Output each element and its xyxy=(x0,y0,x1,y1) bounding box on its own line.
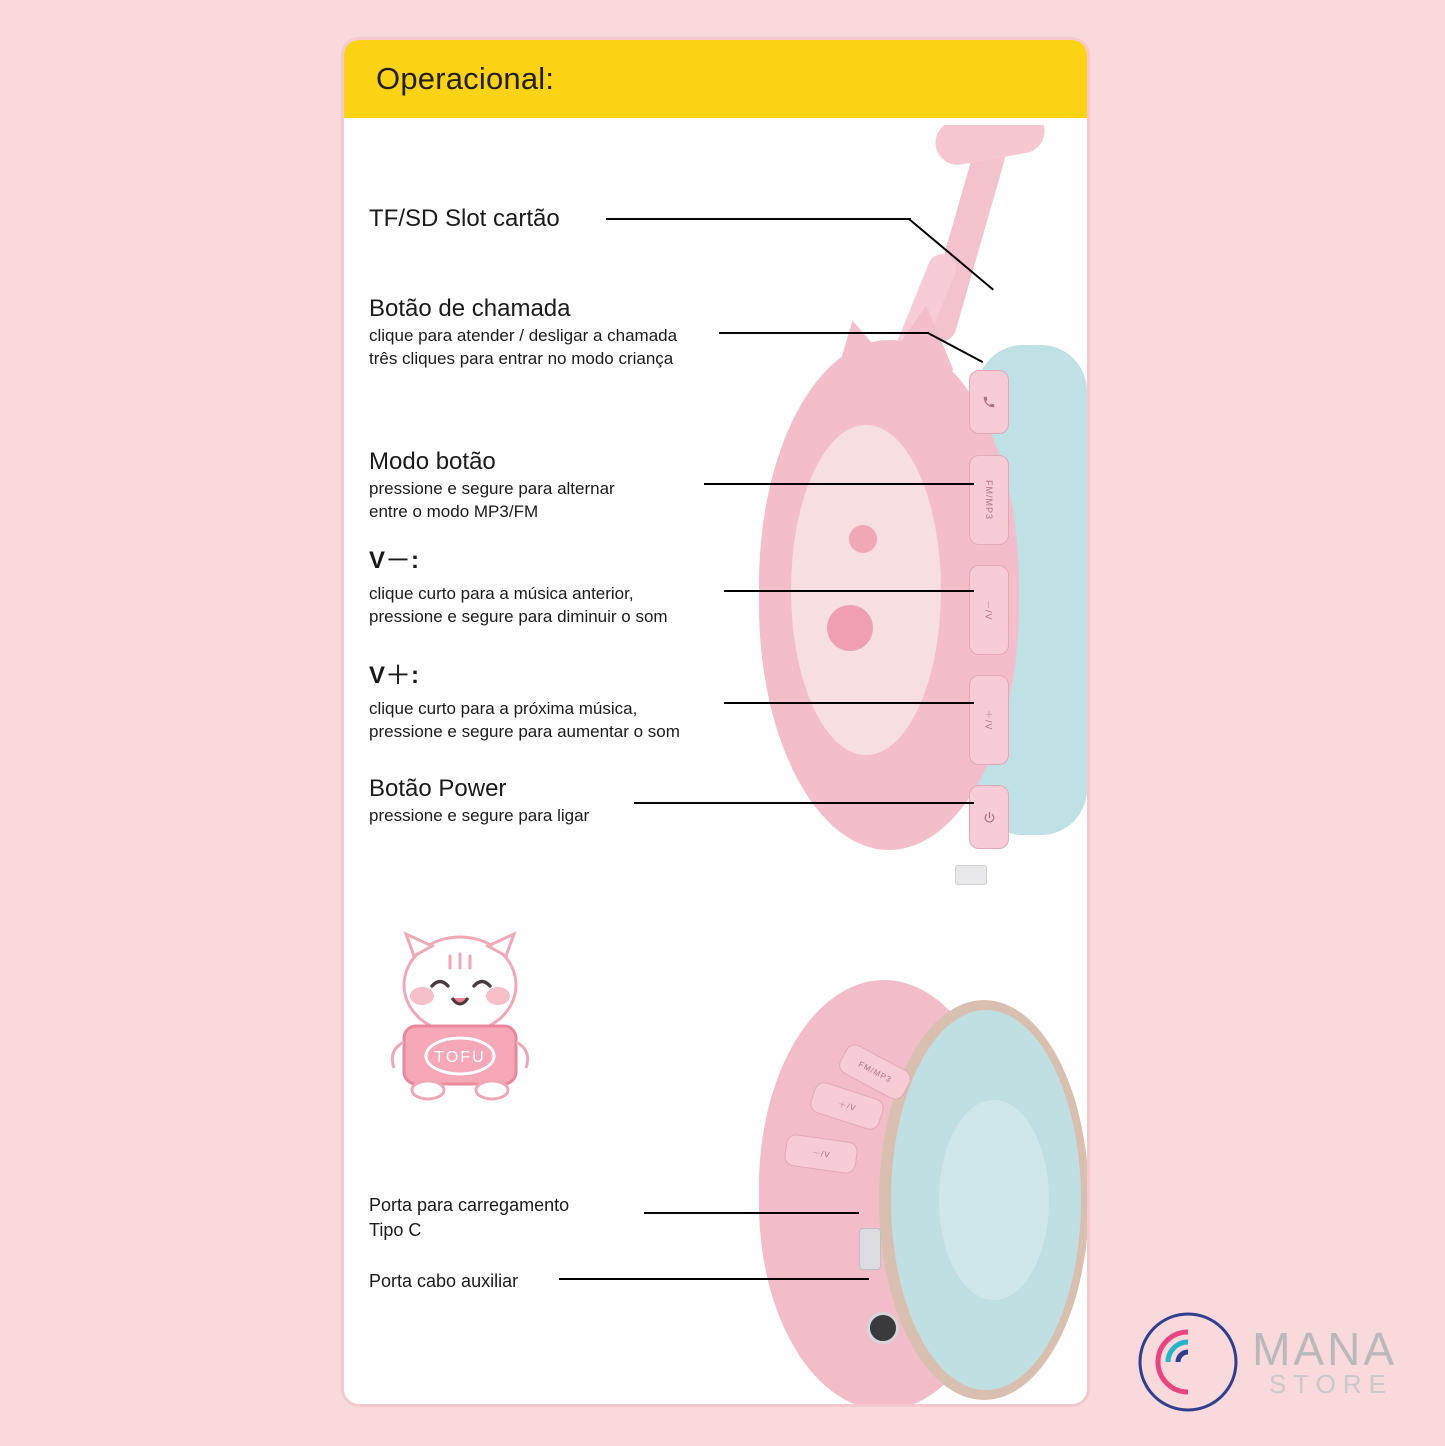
header-bar xyxy=(344,40,1087,118)
logo-text xyxy=(1252,1322,1397,1399)
ear-cup-dot xyxy=(849,525,877,553)
volume-up-button-device[interactable]: ＋/V xyxy=(969,675,1009,765)
callout-line: pressione e segure para aumentar o som xyxy=(369,722,680,742)
callout-title: V＋: xyxy=(369,662,420,689)
callout-tf-sd-slot xyxy=(369,205,560,233)
mana-store-logo xyxy=(1134,1308,1397,1416)
callout-line: clique para atender / desligar a chamada xyxy=(369,325,678,345)
tf-sd-card-slot xyxy=(955,865,987,885)
leader-line-charging xyxy=(644,1212,859,1214)
power-icon xyxy=(983,811,996,824)
leader-line-tf-sd xyxy=(606,218,911,220)
leader-line-aux xyxy=(559,1278,869,1280)
callout-volume-down xyxy=(369,540,668,628)
page-title: Operacional: xyxy=(376,61,555,96)
leader-line-volume-up xyxy=(724,702,974,704)
callout-line: pressione e segure para diminuir o som xyxy=(369,607,668,627)
callout-line: pressione e segure para ligar xyxy=(369,805,590,825)
callout-line: três cliques para entrar no modo criança xyxy=(369,348,674,368)
mode-button-device-bottom[interactable]: FM/MP3 xyxy=(836,1041,915,1103)
volume-up-button-device-bottom[interactable]: ＋/V xyxy=(808,1080,886,1133)
svg-text:TOFU: TOFU xyxy=(434,1049,486,1066)
phone-icon xyxy=(982,395,996,409)
leader-line-power xyxy=(634,802,974,804)
leader-line-volume-down xyxy=(724,590,974,592)
callout-call-button xyxy=(369,295,677,369)
callout-aux-port xyxy=(369,1268,518,1293)
callout-mode-button xyxy=(369,448,615,522)
cat-mascot-icon xyxy=(370,930,550,1105)
callout-title: Porta cabo auxiliar xyxy=(369,1271,519,1291)
mascot-illustration xyxy=(370,930,550,1105)
callout-line: Tipo C xyxy=(369,1219,422,1240)
volume-down-button-device-bottom[interactable]: －/V xyxy=(783,1133,859,1175)
logo-secondary-text: STORE xyxy=(1268,1368,1393,1399)
callout-volume-up xyxy=(369,655,680,743)
aux-port-jack xyxy=(867,1312,899,1344)
callout-power-button xyxy=(369,775,589,826)
power-button-device[interactable] xyxy=(969,785,1009,849)
callout-title: Modo botão xyxy=(369,448,496,475)
headset-bottom-image xyxy=(739,940,1090,1405)
callout-line: entre o modo MP3/FM xyxy=(369,501,539,521)
callout-line: clique curto para a próxima música, xyxy=(369,699,638,718)
call-button-device[interactable] xyxy=(969,370,1009,434)
mode-button-device[interactable]: FM/MP3 xyxy=(969,455,1009,545)
ear-cup-dot xyxy=(827,605,873,651)
type-c-port xyxy=(859,1228,881,1270)
callout-charging-port xyxy=(369,1192,569,1241)
leader-line-call xyxy=(719,332,929,334)
callout-title: V－: xyxy=(369,547,420,574)
mana-logo-icon xyxy=(1134,1308,1242,1416)
callout-line: pressione e segure para alternar xyxy=(369,478,615,498)
callout-line: clique curto para a música anterior, xyxy=(369,584,634,603)
callout-title: Botão de chamada xyxy=(369,295,571,322)
instruction-card xyxy=(341,37,1090,1407)
ear-cushion-mesh xyxy=(939,1100,1049,1300)
headset-top-image xyxy=(739,125,1090,925)
callout-title: Porta para carregamento xyxy=(369,1195,570,1215)
leader-line-mode xyxy=(704,483,974,485)
logo-primary-text: MANA xyxy=(1252,1322,1397,1375)
volume-down-button-device[interactable]: －/V xyxy=(969,565,1009,655)
callout-title: Botão Power xyxy=(369,775,507,802)
callout-title: TF/SD Slot cartão xyxy=(369,205,560,232)
